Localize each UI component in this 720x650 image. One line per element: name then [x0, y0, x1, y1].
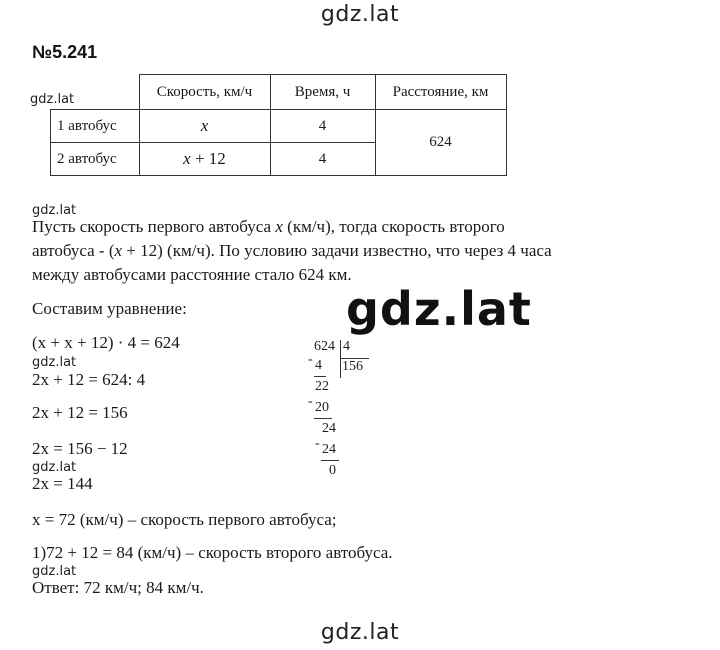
watermark-small: gdz.lat	[32, 203, 77, 218]
division-underline	[314, 418, 332, 419]
table-row-label: 1 автобус	[51, 110, 140, 143]
table-header-speed: Скорость, км/ч	[139, 75, 270, 110]
division-underline	[314, 376, 326, 377]
paragraph-line: автобуса - (x + 12) (км/ч). По условию задачи известно, что через 4 часа	[32, 241, 552, 260]
quotient: 156	[342, 359, 363, 374]
problem-number: №5.241	[32, 42, 98, 62]
table-header-empty	[51, 75, 140, 110]
long-division	[300, 338, 390, 488]
equation: (x + x + 12) · 4 = 624	[32, 333, 180, 352]
division-step: 20	[315, 400, 329, 415]
paragraph-line: Пусть скорость первого автобуса x (км/ч), тогда скорость второго	[32, 217, 505, 236]
equation: 2x + 12 = 624: 4	[32, 370, 146, 389]
equation: 2x = 156 − 12	[32, 439, 128, 458]
compose-label: Составим уравнение:	[32, 299, 187, 318]
divisor: 4	[343, 339, 350, 354]
watermark-small: gdz.lat	[32, 460, 77, 475]
equation: x = 72 (км/ч) – скорость первого автобуса;	[32, 510, 337, 529]
equation: 2x + 12 = 156	[32, 403, 128, 422]
watermark-small: gdz.lat	[32, 564, 77, 579]
watermark-small: gdz.lat	[32, 355, 77, 370]
division-step: 4	[315, 358, 322, 373]
minus-sign: -	[308, 352, 313, 367]
data-table	[50, 74, 507, 176]
table-header-distance: Расстояние, км	[375, 75, 506, 110]
watermark-top: gdz.lat	[320, 2, 400, 27]
division-step: 24	[322, 421, 336, 436]
equation: 2x = 144	[32, 474, 93, 493]
minus-sign: -	[315, 436, 320, 451]
table-cell-time: 4	[270, 110, 375, 143]
minus-sign: -	[308, 394, 313, 409]
watermark-bottom: gdz.lat	[320, 620, 400, 645]
division-bar-vertical	[340, 340, 341, 378]
paragraph-line: между автобусами расстояние стало 624 км.	[32, 265, 352, 284]
answer: Ответ: 72 км/ч; 84 км/ч.	[32, 578, 204, 597]
table-cell-distance: 624	[375, 110, 506, 176]
equation: 1)72 + 12 = 84 (км/ч) – скорость второго автобуса.	[32, 543, 393, 562]
table-cell-speed: x	[139, 110, 270, 143]
table-header-time: Время, ч	[270, 75, 375, 110]
division-step: 24	[322, 442, 336, 457]
dividend: 624	[314, 339, 335, 354]
division-step: 22	[315, 379, 329, 394]
table-row-label: 2 автобус	[51, 143, 140, 176]
table-cell-speed: x + 12	[139, 143, 270, 176]
watermark-big: gdz.lat	[346, 282, 532, 336]
division-step: 0	[329, 463, 336, 478]
table-cell-time: 4	[270, 143, 375, 176]
division-underline	[321, 460, 339, 461]
watermark-small: gdz.lat	[30, 92, 75, 107]
